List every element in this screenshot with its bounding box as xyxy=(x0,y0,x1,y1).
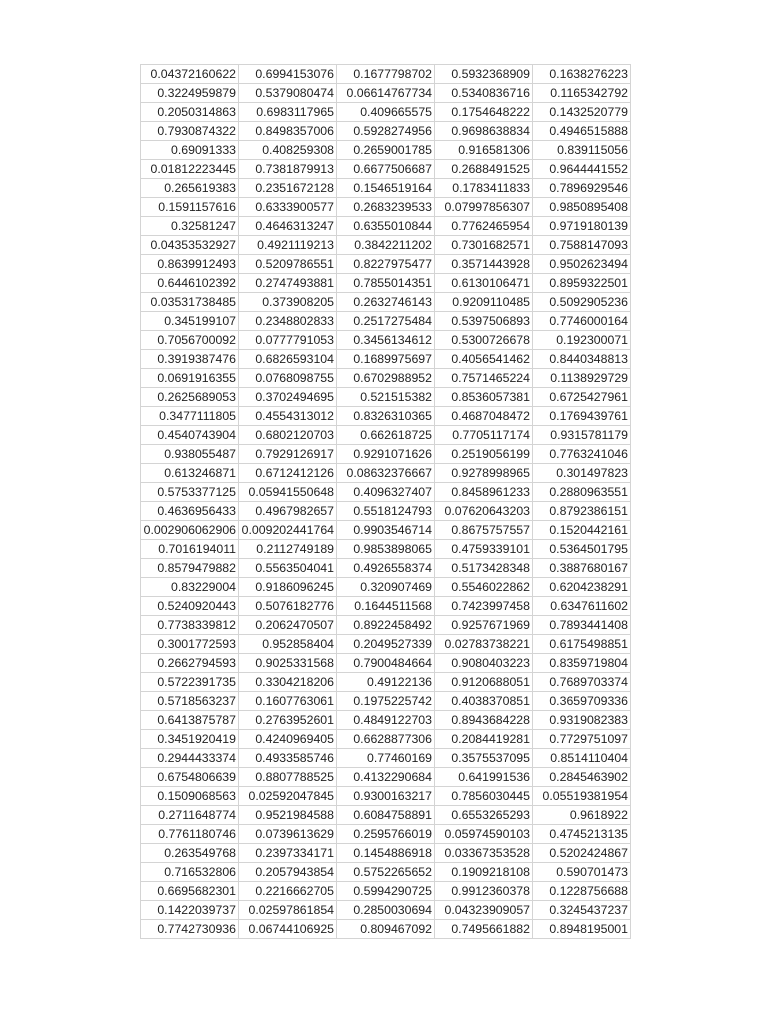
table-cell[interactable]: 0.6695682301 xyxy=(141,882,239,901)
table-cell[interactable]: 0.7855014351 xyxy=(337,274,435,293)
table-cell[interactable]: 0.6725427961 xyxy=(533,388,631,407)
table-cell[interactable]: 0.9120688051 xyxy=(435,673,533,692)
table-row xyxy=(141,730,631,749)
table-cell[interactable]: 0.02597861854 xyxy=(239,901,337,920)
table-cell[interactable]: 0.2625689053 xyxy=(141,388,239,407)
table-cell[interactable]: 0.7571465224 xyxy=(435,369,533,388)
table-row xyxy=(141,882,631,901)
table-cell[interactable]: 0.952858404 xyxy=(239,635,337,654)
table-cell[interactable]: 0.6175498851 xyxy=(533,635,631,654)
table-row xyxy=(141,540,631,559)
table-cell[interactable]: 0.2944433374 xyxy=(141,749,239,768)
table-cell[interactable]: 0.83229004 xyxy=(141,578,239,597)
table-cell[interactable]: 0.4926558374 xyxy=(337,559,435,578)
table-cell[interactable]: 0.8359719804 xyxy=(533,654,631,673)
table-cell[interactable]: 0.4745213135 xyxy=(533,825,631,844)
table-cell[interactable]: 0.8948195001 xyxy=(533,920,631,939)
table-cell[interactable]: 0.6355010844 xyxy=(337,217,435,236)
table-cell[interactable]: 0.8959322501 xyxy=(533,274,631,293)
table-cell[interactable]: 0.69091333 xyxy=(141,141,239,160)
table-cell[interactable]: 0.6677506687 xyxy=(337,160,435,179)
table-row xyxy=(141,616,631,635)
table-cell[interactable]: 0.590701473 xyxy=(533,863,631,882)
table-row xyxy=(141,692,631,711)
table-cell[interactable]: 0.7729751097 xyxy=(533,730,631,749)
table-cell[interactable]: 0.04353532927 xyxy=(141,236,239,255)
table-row xyxy=(141,825,631,844)
table-row xyxy=(141,350,631,369)
table-cell[interactable]: 0.77460169 xyxy=(337,749,435,768)
table-cell[interactable]: 0.938055487 xyxy=(141,445,239,464)
table-cell[interactable]: 0.03531738485 xyxy=(141,293,239,312)
table-cell[interactable]: 0.4540743904 xyxy=(141,426,239,445)
table-cell[interactable]: 0.2519056199 xyxy=(435,445,533,464)
table-cell[interactable]: 0.521515382 xyxy=(337,388,435,407)
table-cell[interactable]: 0.1591157616 xyxy=(141,198,239,217)
table-cell[interactable]: 0.6702988952 xyxy=(337,369,435,388)
table-cell[interactable]: 0.6553265293 xyxy=(435,806,533,825)
table-cell[interactable]: 0.1909218108 xyxy=(435,863,533,882)
table-cell[interactable]: 0.7856030445 xyxy=(435,787,533,806)
table-row xyxy=(141,141,631,160)
table-cell[interactable]: 0.4554313012 xyxy=(239,407,337,426)
table-cell[interactable]: 0.6712412126 xyxy=(239,464,337,483)
table-cell[interactable]: 0.7423997458 xyxy=(435,597,533,616)
table-cell[interactable]: 0.5718563237 xyxy=(141,692,239,711)
table-cell[interactable]: 0.8326310365 xyxy=(337,407,435,426)
table-cell[interactable]: 0.1677798702 xyxy=(337,65,435,84)
table-cell[interactable]: 0.8514110404 xyxy=(533,749,631,768)
table-cell[interactable]: 0.7705117174 xyxy=(435,426,533,445)
table-cell[interactable]: 0.192300071 xyxy=(533,331,631,350)
table-cell[interactable]: 0.1138929729 xyxy=(533,369,631,388)
table-row xyxy=(141,578,631,597)
table-cell[interactable]: 0.5563504041 xyxy=(239,559,337,578)
table-cell[interactable]: 0.8922458492 xyxy=(337,616,435,635)
table-cell[interactable]: 0.2683239533 xyxy=(337,198,435,217)
table-cell[interactable]: 0.6084758891 xyxy=(337,806,435,825)
table-cell[interactable]: 0.4038370851 xyxy=(435,692,533,711)
table-cell[interactable]: 0.2763952601 xyxy=(239,711,337,730)
table-cell[interactable]: 0.7588147093 xyxy=(533,236,631,255)
table-cell[interactable]: 0.1783411833 xyxy=(435,179,533,198)
table-cell[interactable]: 0.5753377125 xyxy=(141,483,239,502)
table-cell[interactable]: 0.002906062906 xyxy=(141,521,239,540)
table-cell[interactable]: 0.4921119213 xyxy=(239,236,337,255)
table-cell[interactable]: 0.4636956433 xyxy=(141,502,239,521)
table-cell[interactable]: 0.9319082383 xyxy=(533,711,631,730)
table-cell[interactable]: 0.4849122703 xyxy=(337,711,435,730)
table-cell[interactable]: 0.009202441764 xyxy=(239,521,337,540)
table-cell[interactable]: 0.5546022862 xyxy=(435,578,533,597)
table-cell[interactable]: 0.5752265652 xyxy=(337,863,435,882)
table-cell[interactable]: 0.6333900577 xyxy=(239,198,337,217)
table-cell[interactable]: 0.1546519164 xyxy=(337,179,435,198)
table-row xyxy=(141,635,631,654)
table-cell[interactable]: 0.4946515888 xyxy=(533,122,631,141)
table-cell[interactable]: 0.7930874322 xyxy=(141,122,239,141)
spreadsheet-table xyxy=(140,64,631,939)
table-cell[interactable]: 0.03367353528 xyxy=(435,844,533,863)
table-cell[interactable]: 0.8227975477 xyxy=(337,255,435,274)
table-row xyxy=(141,787,631,806)
table-cell[interactable]: 0.6994153076 xyxy=(239,65,337,84)
table-cell[interactable]: 0.9257671969 xyxy=(435,616,533,635)
table-cell[interactable]: 0.4933585746 xyxy=(239,749,337,768)
table-cell[interactable]: 0.5240920443 xyxy=(141,597,239,616)
table-row xyxy=(141,559,631,578)
table-cell[interactable]: 0.3304218206 xyxy=(239,673,337,692)
table-cell[interactable]: 0.9300163217 xyxy=(337,787,435,806)
table-row xyxy=(141,407,631,426)
table-cell[interactable]: 0.5994290725 xyxy=(337,882,435,901)
table-cell[interactable]: 0.5300726678 xyxy=(435,331,533,350)
table-cell[interactable]: 0.2632746143 xyxy=(337,293,435,312)
table-row xyxy=(141,464,631,483)
table-cell[interactable]: 0.3919387476 xyxy=(141,350,239,369)
table-cell[interactable]: 0.7762465954 xyxy=(435,217,533,236)
table-cell[interactable]: 0.916581306 xyxy=(435,141,533,160)
table-cell[interactable]: 0.05519381954 xyxy=(533,787,631,806)
table-row xyxy=(141,749,631,768)
table-cell[interactable]: 0.06614767734 xyxy=(337,84,435,103)
table-row xyxy=(141,806,631,825)
table-cell[interactable]: 0.8458961233 xyxy=(435,483,533,502)
table-cell[interactable]: 0.01812223445 xyxy=(141,160,239,179)
table-row xyxy=(141,597,631,616)
table-cell[interactable]: 0.1644511568 xyxy=(337,597,435,616)
table-row xyxy=(141,654,631,673)
table-cell[interactable]: 0.3571443928 xyxy=(435,255,533,274)
table-cell[interactable]: 0.2595766019 xyxy=(337,825,435,844)
table-cell[interactable]: 0.1638276223 xyxy=(533,65,631,84)
table-cell[interactable]: 0.662618725 xyxy=(337,426,435,445)
table-cell[interactable]: 0.1520442161 xyxy=(533,521,631,540)
table-cell[interactable]: 0.7689703374 xyxy=(533,673,631,692)
table-cell[interactable]: 0.0691916355 xyxy=(141,369,239,388)
table-cell[interactable]: 0.3887680167 xyxy=(533,559,631,578)
table-cell[interactable]: 0.8579479882 xyxy=(141,559,239,578)
table-row xyxy=(141,369,631,388)
table-cell[interactable]: 0.9080403223 xyxy=(435,654,533,673)
table-cell[interactable]: 0.409665575 xyxy=(337,103,435,122)
table-cell[interactable]: 0.6446102392 xyxy=(141,274,239,293)
table-cell[interactable]: 0.9719180139 xyxy=(533,217,631,236)
table-cell[interactable]: 0.3451920419 xyxy=(141,730,239,749)
table-cell[interactable]: 0.5202424867 xyxy=(533,844,631,863)
table-row xyxy=(141,179,631,198)
table-cell[interactable]: 0.05974590103 xyxy=(435,825,533,844)
table-cell[interactable]: 0.9850895408 xyxy=(533,198,631,217)
table-cell[interactable]: 0.6347611602 xyxy=(533,597,631,616)
table-cell[interactable]: 0.0777791053 xyxy=(239,331,337,350)
table-row xyxy=(141,255,631,274)
table-row xyxy=(141,217,631,236)
table-cell[interactable]: 0.7893441408 xyxy=(533,616,631,635)
table-cell[interactable]: 0.2747493881 xyxy=(239,274,337,293)
table-cell[interactable]: 0.7742730936 xyxy=(141,920,239,939)
table-cell[interactable]: 0.716532806 xyxy=(141,863,239,882)
table-cell[interactable]: 0.8498357006 xyxy=(239,122,337,141)
table-cell[interactable]: 0.1432520779 xyxy=(533,103,631,122)
table-cell[interactable]: 0.6802120703 xyxy=(239,426,337,445)
table-cell[interactable]: 0.7746000164 xyxy=(533,312,631,331)
table-cell[interactable]: 0.5364501795 xyxy=(533,540,631,559)
table-cell[interactable]: 0.9912360378 xyxy=(435,882,533,901)
table-cell[interactable]: 0.7900484664 xyxy=(337,654,435,673)
table-cell[interactable]: 0.05941550648 xyxy=(239,483,337,502)
table-cell[interactable]: 0.8807788525 xyxy=(239,768,337,787)
table-cell[interactable]: 0.32581247 xyxy=(141,217,239,236)
table-row xyxy=(141,445,631,464)
table-row xyxy=(141,122,631,141)
table-cell[interactable]: 0.2057943854 xyxy=(239,863,337,882)
table-row xyxy=(141,863,631,882)
table-cell[interactable]: 0.9903546714 xyxy=(337,521,435,540)
table-row xyxy=(141,920,631,939)
table-cell[interactable]: 0.2850030694 xyxy=(337,901,435,920)
table-cell[interactable]: 0.4240969405 xyxy=(239,730,337,749)
table-cell[interactable]: 0.2084419281 xyxy=(435,730,533,749)
table-row xyxy=(141,84,631,103)
table-cell[interactable]: 0.345199107 xyxy=(141,312,239,331)
table-cell[interactable]: 0.1689975697 xyxy=(337,350,435,369)
table-cell[interactable]: 0.7763241046 xyxy=(533,445,631,464)
table-cell[interactable]: 0.2517275484 xyxy=(337,312,435,331)
table-cell[interactable]: 0.1422039737 xyxy=(141,901,239,920)
table-row xyxy=(141,711,631,730)
table-cell[interactable]: 0.9502623494 xyxy=(533,255,631,274)
table-cell[interactable]: 0.06744106925 xyxy=(239,920,337,939)
table-cell[interactable]: 0.02783738221 xyxy=(435,635,533,654)
table-cell[interactable]: 0.2662794593 xyxy=(141,654,239,673)
table-cell[interactable]: 0.07997856307 xyxy=(435,198,533,217)
table-cell[interactable]: 0.9315781179 xyxy=(533,426,631,445)
table-cell[interactable]: 0.7495661882 xyxy=(435,920,533,939)
table-cell[interactable]: 0.2216662705 xyxy=(239,882,337,901)
table-cell[interactable]: 0.9644441552 xyxy=(533,160,631,179)
table-cell[interactable]: 0.2351672128 xyxy=(239,179,337,198)
table-cell[interactable]: 0.5340836716 xyxy=(435,84,533,103)
table-row xyxy=(141,388,631,407)
table-cell[interactable]: 0.1165342792 xyxy=(533,84,631,103)
table-cell[interactable]: 0.5722391735 xyxy=(141,673,239,692)
table-cell[interactable]: 0.2659001785 xyxy=(337,141,435,160)
table-cell[interactable]: 0.7761180746 xyxy=(141,825,239,844)
table-cell[interactable]: 0.6983117965 xyxy=(239,103,337,122)
table-cell[interactable]: 0.1975225742 xyxy=(337,692,435,711)
table-cell[interactable]: 0.809467092 xyxy=(337,920,435,939)
table-cell[interactable]: 0.3224959879 xyxy=(141,84,239,103)
table-cell[interactable]: 0.9521984588 xyxy=(239,806,337,825)
table-row xyxy=(141,502,631,521)
table-cell[interactable]: 0.4967982657 xyxy=(239,502,337,521)
table-cell[interactable]: 0.49122136 xyxy=(337,673,435,692)
table-cell[interactable]: 0.839115056 xyxy=(533,141,631,160)
table-cell[interactable]: 0.7381879913 xyxy=(239,160,337,179)
table-cell[interactable]: 0.5173428348 xyxy=(435,559,533,578)
table-cell[interactable]: 0.3245437237 xyxy=(533,901,631,920)
table-cell[interactable]: 0.4759339101 xyxy=(435,540,533,559)
table-cell[interactable]: 0.2688491525 xyxy=(435,160,533,179)
table-cell[interactable]: 0.9025331568 xyxy=(239,654,337,673)
table-cell[interactable]: 0.6628877306 xyxy=(337,730,435,749)
table-cell[interactable]: 0.04323909057 xyxy=(435,901,533,920)
table-row xyxy=(141,521,631,540)
table-cell[interactable]: 0.8536057381 xyxy=(435,388,533,407)
table-cell[interactable]: 0.2062470507 xyxy=(239,616,337,635)
spreadsheet-body xyxy=(141,65,631,939)
table-row xyxy=(141,103,631,122)
table-cell[interactable]: 0.04372160622 xyxy=(141,65,239,84)
table-cell[interactable]: 0.5209786551 xyxy=(239,255,337,274)
table-cell[interactable]: 0.1228756688 xyxy=(533,882,631,901)
table-cell[interactable]: 0.7301682571 xyxy=(435,236,533,255)
table-cell[interactable]: 0.5397506893 xyxy=(435,312,533,331)
table-cell[interactable]: 0.320907469 xyxy=(337,578,435,597)
table-cell[interactable]: 0.408259308 xyxy=(239,141,337,160)
table-cell[interactable]: 0.1454886918 xyxy=(337,844,435,863)
table-cell[interactable]: 0.7738339812 xyxy=(141,616,239,635)
table-cell[interactable]: 0.9698638834 xyxy=(435,122,533,141)
table-cell[interactable]: 0.0739613629 xyxy=(239,825,337,844)
table-cell[interactable]: 0.3477111805 xyxy=(141,407,239,426)
table-row xyxy=(141,198,631,217)
table-cell[interactable]: 0.9853898065 xyxy=(337,540,435,559)
table-cell[interactable]: 0.8639912493 xyxy=(141,255,239,274)
table-cell[interactable]: 0.4132290684 xyxy=(337,768,435,787)
table-row xyxy=(141,768,631,787)
table-cell[interactable]: 0.6413875787 xyxy=(141,711,239,730)
table-cell[interactable]: 0.2050314863 xyxy=(141,103,239,122)
table-row xyxy=(141,236,631,255)
table-cell[interactable]: 0.7896929546 xyxy=(533,179,631,198)
table-cell[interactable]: 0.8943684228 xyxy=(435,711,533,730)
table-cell[interactable]: 0.1769439761 xyxy=(533,407,631,426)
table-row xyxy=(141,160,631,179)
table-row xyxy=(141,673,631,692)
table-cell[interactable]: 0.8675757557 xyxy=(435,521,533,540)
table-cell[interactable]: 0.5076182776 xyxy=(239,597,337,616)
table-cell[interactable]: 0.9186096245 xyxy=(239,578,337,597)
table-row xyxy=(141,331,631,350)
table-cell[interactable]: 0.0768098755 xyxy=(239,369,337,388)
table-cell[interactable]: 0.3456134612 xyxy=(337,331,435,350)
table-row xyxy=(141,426,631,445)
table-row xyxy=(141,901,631,920)
table-cell[interactable]: 0.6130106471 xyxy=(435,274,533,293)
table-cell[interactable]: 0.9209110485 xyxy=(435,293,533,312)
table-cell[interactable]: 0.3001772593 xyxy=(141,635,239,654)
table-row xyxy=(141,65,631,84)
table-cell[interactable]: 0.3659709336 xyxy=(533,692,631,711)
table-cell[interactable]: 0.07620643203 xyxy=(435,502,533,521)
table-cell[interactable]: 0.3842211202 xyxy=(337,236,435,255)
table-cell[interactable]: 0.2845463902 xyxy=(533,768,631,787)
table-cell[interactable]: 0.2397334171 xyxy=(239,844,337,863)
table-cell[interactable]: 0.2348802833 xyxy=(239,312,337,331)
table-cell[interactable]: 0.8440348813 xyxy=(533,350,631,369)
table-cell[interactable]: 0.5932368909 xyxy=(435,65,533,84)
table-cell[interactable]: 0.1509068563 xyxy=(141,787,239,806)
table-cell[interactable]: 0.9278998965 xyxy=(435,464,533,483)
table-cell[interactable]: 0.3702494695 xyxy=(239,388,337,407)
table-row xyxy=(141,483,631,502)
table-row xyxy=(141,312,631,331)
table-cell[interactable]: 0.5092905236 xyxy=(533,293,631,312)
table-row xyxy=(141,293,631,312)
table-cell[interactable]: 0.7929126917 xyxy=(239,445,337,464)
table-cell[interactable]: 0.4646313247 xyxy=(239,217,337,236)
table-cell[interactable]: 0.2880963551 xyxy=(533,483,631,502)
table-cell[interactable]: 0.1754648222 xyxy=(435,103,533,122)
table-cell[interactable]: 0.263549768 xyxy=(141,844,239,863)
table-cell[interactable]: 0.613246871 xyxy=(141,464,239,483)
table-cell[interactable]: 0.301497823 xyxy=(533,464,631,483)
table-cell[interactable]: 0.7016194011 xyxy=(141,540,239,559)
table-cell[interactable]: 0.08632376667 xyxy=(337,464,435,483)
table-cell[interactable]: 0.9291071626 xyxy=(337,445,435,464)
table-cell[interactable]: 0.1607763061 xyxy=(239,692,337,711)
table-cell[interactable]: 0.641991536 xyxy=(435,768,533,787)
table-cell[interactable]: 0.2112749189 xyxy=(239,540,337,559)
table-cell[interactable]: 0.6204238291 xyxy=(533,578,631,597)
table-cell[interactable]: 0.373908205 xyxy=(239,293,337,312)
table-cell[interactable]: 0.9618922 xyxy=(533,806,631,825)
table-cell[interactable]: 0.3575537095 xyxy=(435,749,533,768)
table-cell[interactable]: 0.5928274956 xyxy=(337,122,435,141)
table-cell[interactable]: 0.8792386151 xyxy=(533,502,631,521)
table-row xyxy=(141,274,631,293)
table-cell[interactable]: 0.5518124793 xyxy=(337,502,435,521)
table-cell[interactable]: 0.5379080474 xyxy=(239,84,337,103)
table-cell[interactable]: 0.4687048472 xyxy=(435,407,533,426)
table-cell[interactable]: 0.7056700092 xyxy=(141,331,239,350)
table-cell[interactable]: 0.02592047845 xyxy=(239,787,337,806)
table-cell[interactable]: 0.6754806639 xyxy=(141,768,239,787)
table-cell[interactable]: 0.2049527339 xyxy=(337,635,435,654)
table-cell[interactable]: 0.265619383 xyxy=(141,179,239,198)
table-row xyxy=(141,844,631,863)
table-cell[interactable]: 0.4056541462 xyxy=(435,350,533,369)
table-cell[interactable]: 0.6826593104 xyxy=(239,350,337,369)
table-cell[interactable]: 0.2711648774 xyxy=(141,806,239,825)
table-cell[interactable]: 0.4096327407 xyxy=(337,483,435,502)
